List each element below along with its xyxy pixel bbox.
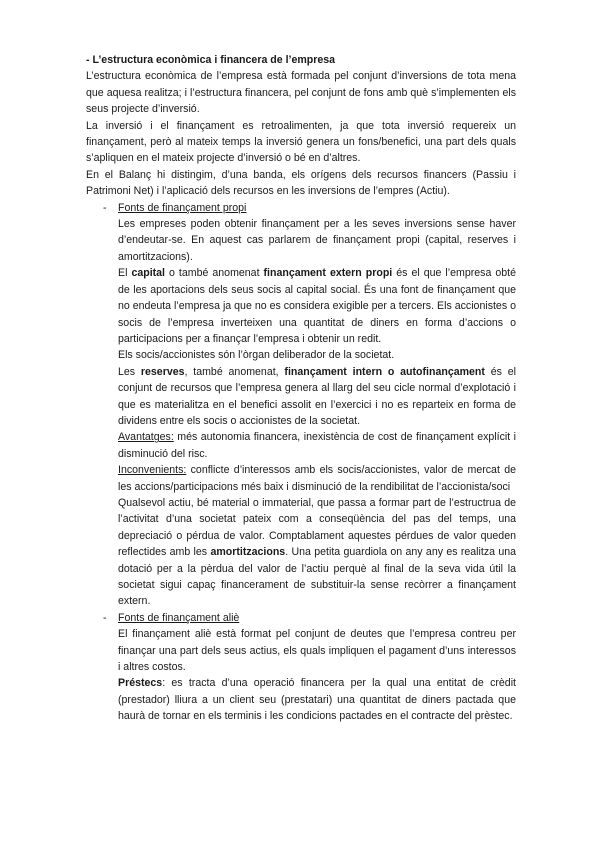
external-financing-heading: Fonts de finançament aliè bbox=[118, 611, 240, 624]
loans-term: Préstecs bbox=[118, 677, 163, 690]
advantages-paragraph: Avantatges: més autonomia financera, inexistència de cost de finançament explícit i disminució del risc. bbox=[118, 431, 516, 460]
external-financing-intro: El finançament aliè està format pel conjunt de deutes que l’empresa contreu per finançar una part dels seus actius, els quals impliquen el pagament d’uns interessos i altres costos. bbox=[118, 628, 516, 674]
capital-term: capital bbox=[131, 267, 165, 280]
amortization-term: amortitzacions bbox=[210, 546, 286, 559]
external-financing-body bbox=[86, 626, 516, 724]
loans-paragraph: Préstecs: es tracta d’una operació financera per la qual una entitat de crèdit (prestador) lliura a un client seu (prestatari) una quantitat de diners pactada que haurà de tornar en els terminis i les condicions pactades en el contracte del prèstec. bbox=[118, 677, 516, 723]
bullet-dash: - bbox=[103, 611, 107, 624]
intro-paragraph-3: En el Balanç hi distingim, d’una banda, els orígens dels recursos financers (Passiu i Patrimoni Net) i l’aplicació dels recursos en les inversions de l’empres (Actiu). bbox=[86, 168, 516, 198]
section-title: - L’estructura econòmica i financera de l’empresa bbox=[86, 54, 336, 66]
external-financing-heading-line bbox=[103, 610, 516, 626]
section-external-financing bbox=[86, 610, 516, 626]
reserves-paragraph: Les reserves, també anomenat, finançament intern o autofinançament és el conjunt de recursos que l’empresa genera al llarg del seu cicle normal d’explotació i que es materialitza en el benefici assolit en l’exercici i no es reparteix en forma de dividens entre els socis o accionistes de la societat. bbox=[118, 365, 517, 427]
disadvantages-label: Inconvenients: bbox=[118, 464, 187, 477]
own-financing-body bbox=[86, 216, 516, 610]
reserves-term: reserves bbox=[140, 365, 185, 378]
disadvantages-paragraph: Inconvenients: conflicte d’interessos amb els socis/accionistes, valor de mercat de les accions/participacions més baix i disminució de la rendibilitat de l’accionista/soci bbox=[118, 464, 516, 493]
own-financing-intro: Les empreses poden obtenir finançament per a les seves inversions sense haver d’endeutar-se. En aquest cas parlarem de finançament propi (capital, reserves i amortitzacions). bbox=[118, 218, 516, 263]
intro-paragraph-2: La inversió i el finançament es retroalimenten, ja que tota inversió requereix un finançament, però al mateix temps la inversió genera un fons/benefici, una part dels quals s’apliquen en el mateix projecte d’inversió o bé en d’altres. bbox=[86, 119, 516, 165]
bullet-dash: - bbox=[103, 201, 107, 214]
intro-paragraph-1: L’estructura econòmica de l’empresa està formada pel conjunt d’inversions de tota mena que aquesa realitza; i l’estructura financera, pel conjunt de fons amb què s’implementen els seus projecte d’inversió. bbox=[86, 70, 516, 116]
self-financing-term: finançament intern o autofinançament bbox=[284, 365, 485, 378]
external-own-financing-term: finançament extern propi bbox=[263, 267, 393, 280]
section-own-financing bbox=[86, 200, 516, 216]
amortization-paragraph: Qualsevol actiu, bé material o immaterial, que passa a formar part de l’estructrua de l’activitat d’una societat pateix com a conseqüència del pas del temps, una depreciació o pérdua de valor. Comptablament aquestes pérdues de valor queden reflectides amb les amortitzacions. Una petita guardiola on any any es realitza una dotació per a la pèrdua del valor de l’actiu perquè al final de la seva vida útil la societat sigui capaç financerament de substituir-la sense recòrrer a finançament extern. bbox=[118, 496, 517, 608]
partners-organ-paragraph: Els socis/accionistes són l’òrgan deliberador de la societat. bbox=[118, 349, 395, 362]
capital-paragraph: El capital o també anomenat finançament extern propi és el que l’empresa obté de les aportacions dels seus socis al capital social. És una font de finançament que no endeuta l’empresa ja que no es considera exigible per a tercers. Els accionistes o socis de l’empresa inverteixen una quantitat de diners en forma d’accions o participacions per a finançar l’empresa i obtenir un redit. bbox=[118, 267, 516, 345]
advantages-label: Avantatges: bbox=[118, 431, 174, 444]
own-financing-heading-line bbox=[103, 200, 516, 216]
own-financing-heading: Fonts de finançament propi bbox=[118, 201, 247, 214]
document-page bbox=[86, 52, 516, 725]
